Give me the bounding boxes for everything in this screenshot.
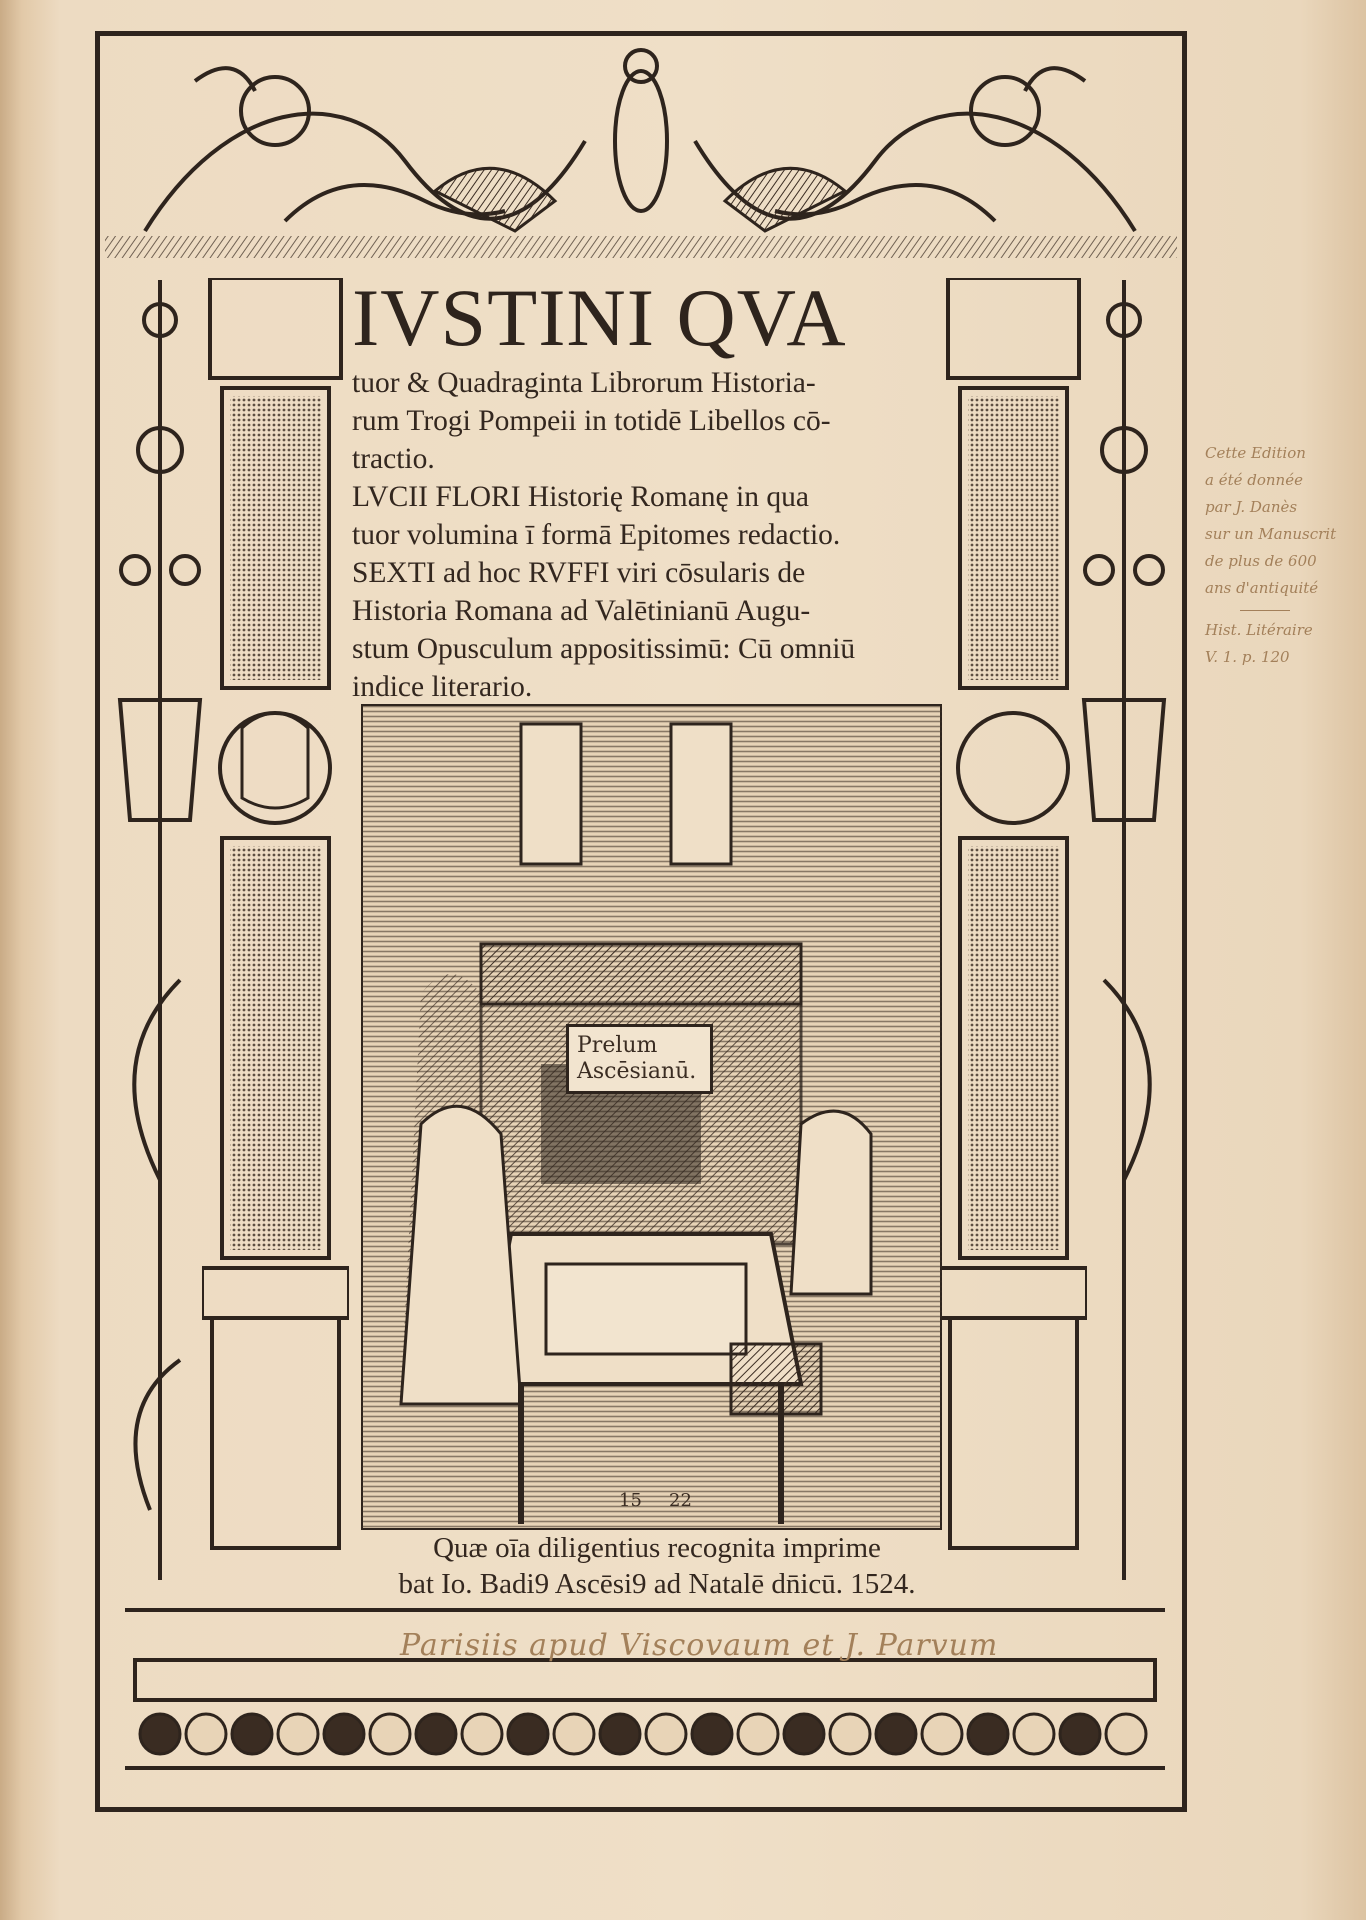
roundel-ornament <box>508 1714 548 1754</box>
note-line: sur un Manuscrit <box>1205 525 1337 543</box>
note-divider <box>1240 610 1290 611</box>
note-line: V. 1. p. 120 <box>1205 648 1290 666</box>
note-line: Cette Edition <box>1205 444 1306 462</box>
note-line: ans d'antiquité <box>1205 579 1319 597</box>
roundel-ornament <box>232 1714 272 1754</box>
roundel-ornament <box>554 1714 594 1754</box>
imprint-line: Quæ oīa diligentius recognita imprime <box>433 1532 881 1564</box>
roundel-ornament <box>1106 1714 1146 1754</box>
roundel-ornament <box>278 1714 318 1754</box>
roundel-ornament <box>140 1714 180 1754</box>
title-heading: IVSTINI QVA <box>352 272 847 363</box>
title-block <box>352 272 932 706</box>
note-line: Hist. Litéraire <box>1205 621 1313 639</box>
note-line: par J. Danès <box>1205 498 1298 516</box>
note-line: de plus de 600 <box>1205 552 1317 570</box>
title-line: Historia Romana ad Valētinianū Augu- <box>352 595 811 627</box>
title-line: tuor volumina ī formā Epitomes redactio. <box>352 519 841 551</box>
title-line: SEXTI ad hoc RVFFI viri cōsularis de <box>352 557 806 589</box>
roundel-ornament <box>186 1714 226 1754</box>
roundel-ornament <box>462 1714 502 1754</box>
roundel-ornament <box>738 1714 778 1754</box>
title-line: tuor & Quadraginta Librorum Historia- <box>352 367 816 399</box>
note-line: a été donnée <box>1205 471 1303 489</box>
title-line: indice literario. <box>352 671 533 703</box>
left-candelabrum-ornament <box>110 280 210 1580</box>
imprint-block <box>372 1530 942 1602</box>
title-line: tractio. <box>352 443 435 475</box>
roundel-ornament <box>600 1714 640 1754</box>
ornamental-frieze <box>105 41 1177 263</box>
roundel-ornament <box>784 1714 824 1754</box>
roundel-ornament <box>830 1714 870 1754</box>
press-label-sign <box>566 1024 713 1094</box>
roundel-ornament <box>876 1714 916 1754</box>
roundel-ornament <box>692 1714 732 1754</box>
roundel-ornament <box>968 1714 1008 1754</box>
title-line: rum Trogi Pompeii in totidē Libellos cō- <box>352 405 831 437</box>
woodcut-date-left: 15 <box>619 1490 642 1511</box>
manuscript-imprint-note: Parisiis apud Viscovaum et J. Parvum <box>400 1628 999 1663</box>
roundel-ornament <box>646 1714 686 1754</box>
press-label-line: Prelum <box>577 1033 658 1058</box>
press-label-line: Ascēsianū. <box>577 1059 697 1084</box>
roundel-ornament <box>922 1714 962 1754</box>
title-line: stum Opusculum appositissimū: Cū omniū <box>352 633 856 665</box>
left-pillar-ornament <box>202 278 349 1578</box>
roundel-ornament <box>416 1714 456 1754</box>
title-line: LVCII FLORI Historię Romanę in qua <box>352 481 809 513</box>
printing-press-woodcut <box>361 704 942 1530</box>
imprint-line: bat Io. Badi9 Ascēsi9 ad Natalē dn̄icū. 1524. <box>398 1568 916 1600</box>
woodcut-date-right: 22 <box>669 1490 692 1511</box>
right-candelabrum-ornament <box>1064 280 1184 1580</box>
roundel-ornament <box>1060 1714 1100 1754</box>
roundel-ornament <box>370 1714 410 1754</box>
roundel-ornament <box>324 1714 364 1754</box>
manuscript-margin-note <box>1205 440 1355 671</box>
roundel-ornament <box>1014 1714 1054 1754</box>
